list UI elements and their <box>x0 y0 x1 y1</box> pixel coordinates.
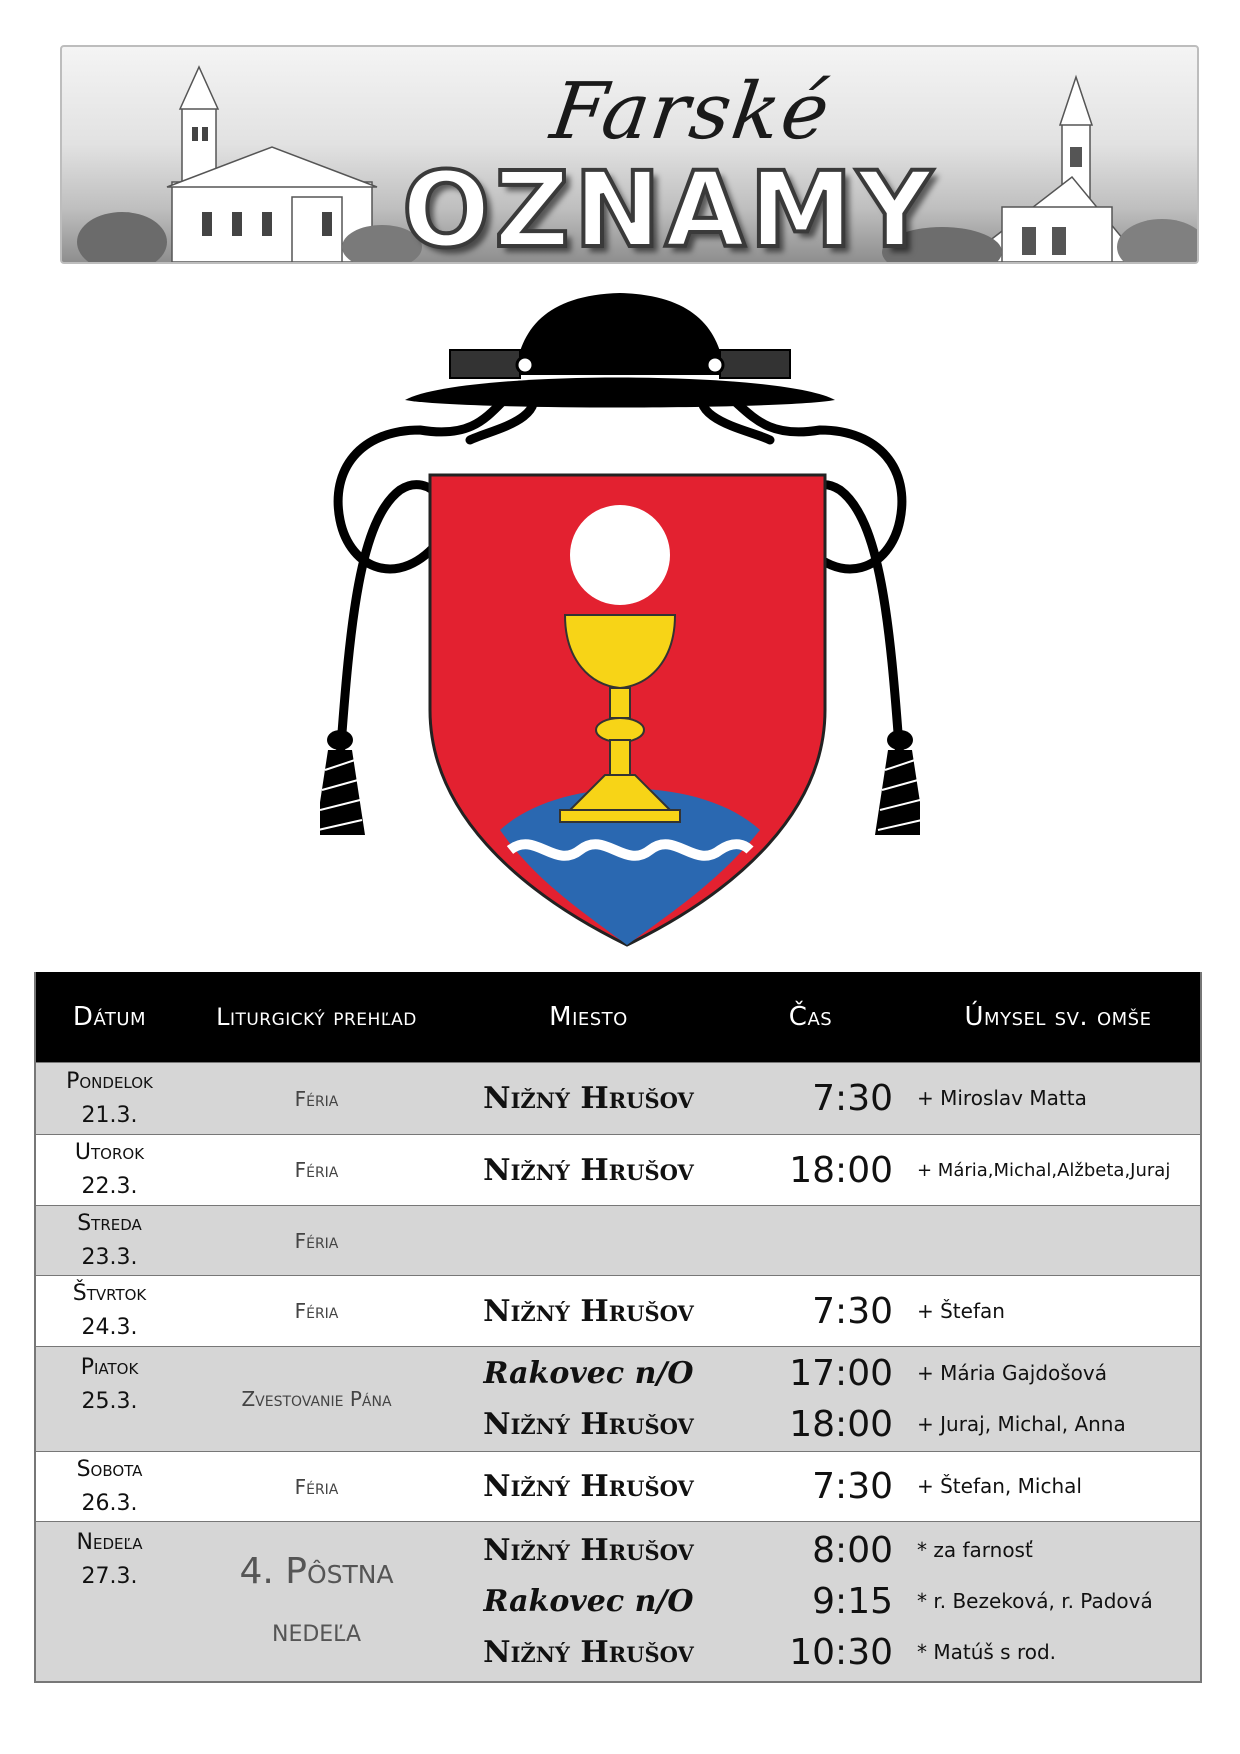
place-cell <box>450 1135 727 1206</box>
time-cell <box>727 1522 899 1682</box>
day-cell <box>35 1063 183 1135</box>
table-row <box>35 1063 1201 1135</box>
table-row <box>35 1276 1201 1347</box>
place-text: Nižný Hrušov <box>483 1293 694 1329</box>
intention-text: + Štefan <box>917 1298 1005 1323</box>
banner-main-title: OZNAMY <box>402 149 937 264</box>
intention-cell <box>899 1276 1201 1347</box>
day-name: Streda <box>77 1210 142 1236</box>
day-date: 26.3. <box>81 1490 138 1516</box>
day-cell <box>35 1522 183 1682</box>
intention-text: * za farnosť <box>917 1537 1033 1562</box>
place-cell <box>450 1206 727 1276</box>
time-text: 7:30 <box>812 1466 893 1507</box>
time-text: 8:00 <box>812 1529 893 1571</box>
day-name: Nedeľa <box>76 1530 143 1555</box>
day-name: Štvrtok <box>72 1281 147 1306</box>
table-row <box>35 1347 1201 1452</box>
place-cell <box>450 1452 727 1522</box>
intention-text: + Mária Gajdošová <box>917 1361 1108 1385</box>
intention-text: + Miroslav Matta <box>917 1086 1087 1110</box>
liturgy-cell <box>183 1522 450 1682</box>
time-text: 7:30 <box>812 1078 893 1119</box>
place-cell <box>450 1276 727 1347</box>
intention-cell <box>899 1206 1201 1276</box>
tassel-left-icon <box>320 730 365 835</box>
host-icon <box>570 505 670 605</box>
day-name: Sobota <box>76 1456 143 1482</box>
place-text: Nižný Hrušov <box>483 1532 694 1568</box>
header-banner <box>60 45 1199 264</box>
day-name: Pondelok <box>66 1068 153 1094</box>
header-liturgy: Liturgický prehľad <box>183 972 450 1063</box>
day-cell <box>35 1276 183 1347</box>
table-row <box>35 1452 1201 1522</box>
day-cell <box>35 1135 183 1206</box>
intention-cell <box>899 1063 1201 1135</box>
header-place: Miesto <box>450 972 727 1063</box>
place-text: Nižný Hrušov <box>483 1081 694 1116</box>
header-intention: Úmysel sv. omše <box>899 972 1201 1063</box>
time-cell <box>727 1206 899 1276</box>
place-text: Nižný Hrušov <box>483 1152 694 1188</box>
liturgy-line: 4. Pôstna <box>239 1551 394 1593</box>
table-row <box>35 1522 1201 1682</box>
banner-script-title: Farské <box>545 67 837 157</box>
time-text: 10:30 <box>789 1631 893 1673</box>
liturgy-cell: Féria <box>183 1276 450 1347</box>
time-cell <box>727 1276 899 1347</box>
mass-schedule-table <box>34 972 1202 1683</box>
liturgy-cell: Zvestovanie Pána <box>183 1347 450 1452</box>
day-date: 27.3. <box>81 1564 138 1589</box>
header-date: Dátum <box>35 972 183 1063</box>
day-date: 24.3. <box>81 1315 138 1340</box>
header-time: Čas <box>727 972 899 1063</box>
day-cell <box>35 1206 183 1276</box>
day-cell <box>35 1452 183 1522</box>
intention-text: + Štefan, Michal <box>917 1474 1082 1498</box>
place-cell <box>450 1522 727 1682</box>
place-text: Rakovec n/O <box>483 1356 694 1391</box>
intention-cell <box>899 1452 1201 1522</box>
intention-text: + Mária,Michal,Alžbeta,Juraj <box>917 1159 1171 1181</box>
table-row <box>35 1135 1201 1206</box>
place-text: Rakovec n/O <box>483 1583 694 1619</box>
time-cell <box>727 1135 899 1206</box>
place-text: Nižný Hrušov <box>483 1634 694 1670</box>
liturgy-cell: Féria <box>183 1135 450 1206</box>
day-date: 22.3. <box>81 1174 138 1199</box>
liturgy-cell: Féria <box>183 1452 450 1522</box>
time-text: 7:30 <box>812 1290 893 1332</box>
time-cell <box>727 1452 899 1522</box>
day-date: 23.3. <box>81 1244 138 1270</box>
intention-cell <box>899 1347 1201 1452</box>
place-text: Nižný Hrušov <box>483 1469 694 1504</box>
liturgy-cell: Féria <box>183 1063 450 1135</box>
liturgy-line: nedeľa <box>271 1611 361 1650</box>
galero-hat-icon <box>405 293 835 408</box>
day-name: Piatok <box>80 1355 139 1380</box>
place-text: Nižný Hrušov <box>483 1407 694 1442</box>
day-date: 21.3. <box>81 1102 138 1128</box>
intention-text: + Juraj, Michal, Anna <box>917 1412 1126 1436</box>
day-cell <box>35 1347 183 1452</box>
intention-cell <box>899 1522 1201 1682</box>
day-date: 25.3. <box>81 1389 138 1414</box>
time-cell <box>727 1347 899 1452</box>
table-header-row <box>35 972 1201 1063</box>
parish-coat-of-arms <box>320 290 920 960</box>
time-text: 18:00 <box>789 1404 893 1445</box>
time-cell <box>727 1063 899 1135</box>
intention-cell <box>899 1135 1201 1206</box>
day-name: Utorok <box>74 1140 145 1165</box>
time-text: 18:00 <box>789 1149 893 1191</box>
tassel-right-icon <box>875 730 920 835</box>
table-row <box>35 1206 1201 1276</box>
place-cell <box>450 1347 727 1452</box>
time-text: 9:15 <box>812 1580 893 1622</box>
liturgy-cell: Féria <box>183 1206 450 1276</box>
time-text: 17:00 <box>789 1353 893 1394</box>
intention-text: * r. Bezeková, r. Padová <box>917 1588 1153 1613</box>
intention-text: * Matúš s rod. <box>917 1639 1057 1664</box>
place-cell <box>450 1063 727 1135</box>
